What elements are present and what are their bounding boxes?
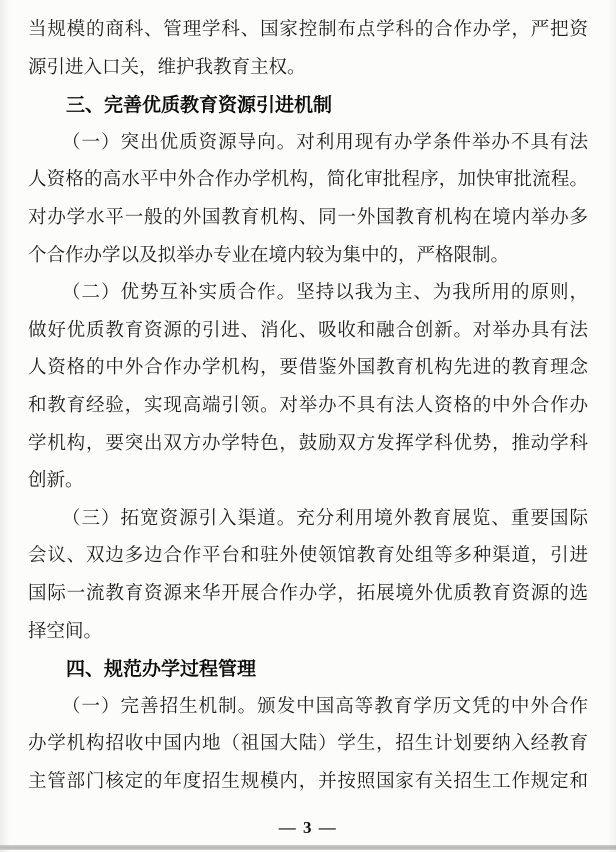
- text-line: 创新。: [28, 471, 84, 492]
- text-line: 国际一流教育资源来华开展合作办学，拓展境外优质教育资源的选: [28, 583, 588, 604]
- text-line: 源引进入口关，维护我教育主权。: [28, 57, 306, 78]
- text-line: 当规模的商科、管理学科、国家控制布点学科的合作办学，严把资: [28, 20, 588, 40]
- text-line: 和教育经验，实现高端引领。对举办不具有法人资格的中外合作办: [28, 395, 588, 416]
- text-line: 做好优质教育资源的引进、消化、吸收和融合创新。对举办具有法: [28, 320, 588, 341]
- text-line: （一）完善招生机制。颁发中国高等教育学历文凭的中外合作: [62, 696, 588, 717]
- text-line: 人资格的高水平中外合作办学机构，简化审批程序，加快审批流程。: [28, 170, 588, 191]
- text-line: （一）突出优质资源导向。对利用现有办学条件举办不具有法: [62, 132, 588, 153]
- text-line: （三）拓宽资源引入渠道。充分利用境外教育展览、重要国际: [62, 508, 588, 529]
- text-line: 学机构，要突出双方办学特色，鼓励双方发挥学科优势，推动学科: [28, 433, 588, 454]
- text-line: 主管部门核定的年度招生规模内，并按照国家有关招生工作规定和: [28, 771, 588, 792]
- text-line: 办学机构招收中国内地（祖国大陆）学生，招生计划要纳入经教育: [28, 734, 588, 755]
- text-line: 对办学水平一般的外国教育机构、同一外国教育机构在境内举办多: [28, 207, 588, 228]
- page-bottom-edge: [0, 845, 616, 850]
- text-line: 人资格的中外合作办学机构，要借鉴外国教育机构先进的教育理念: [28, 358, 588, 379]
- text-line: 个合作办学以及拟举办专业在境内较为集中的，严格限制。: [28, 245, 510, 266]
- text-line: （二）优势互补实质合作。坚持以我为主、为我所用的原则，: [62, 283, 588, 304]
- text-line: 择空间。: [28, 621, 103, 642]
- text-line: 会议、双边多边合作平台和驻外使领馆教育处组等多种渠道，引进: [28, 546, 588, 567]
- section-heading: 四、规范办学过程管理: [66, 658, 257, 681]
- page-number: — 3 —: [278, 818, 338, 838]
- section-heading: 三、完善优质教育资源引进机制: [66, 94, 333, 117]
